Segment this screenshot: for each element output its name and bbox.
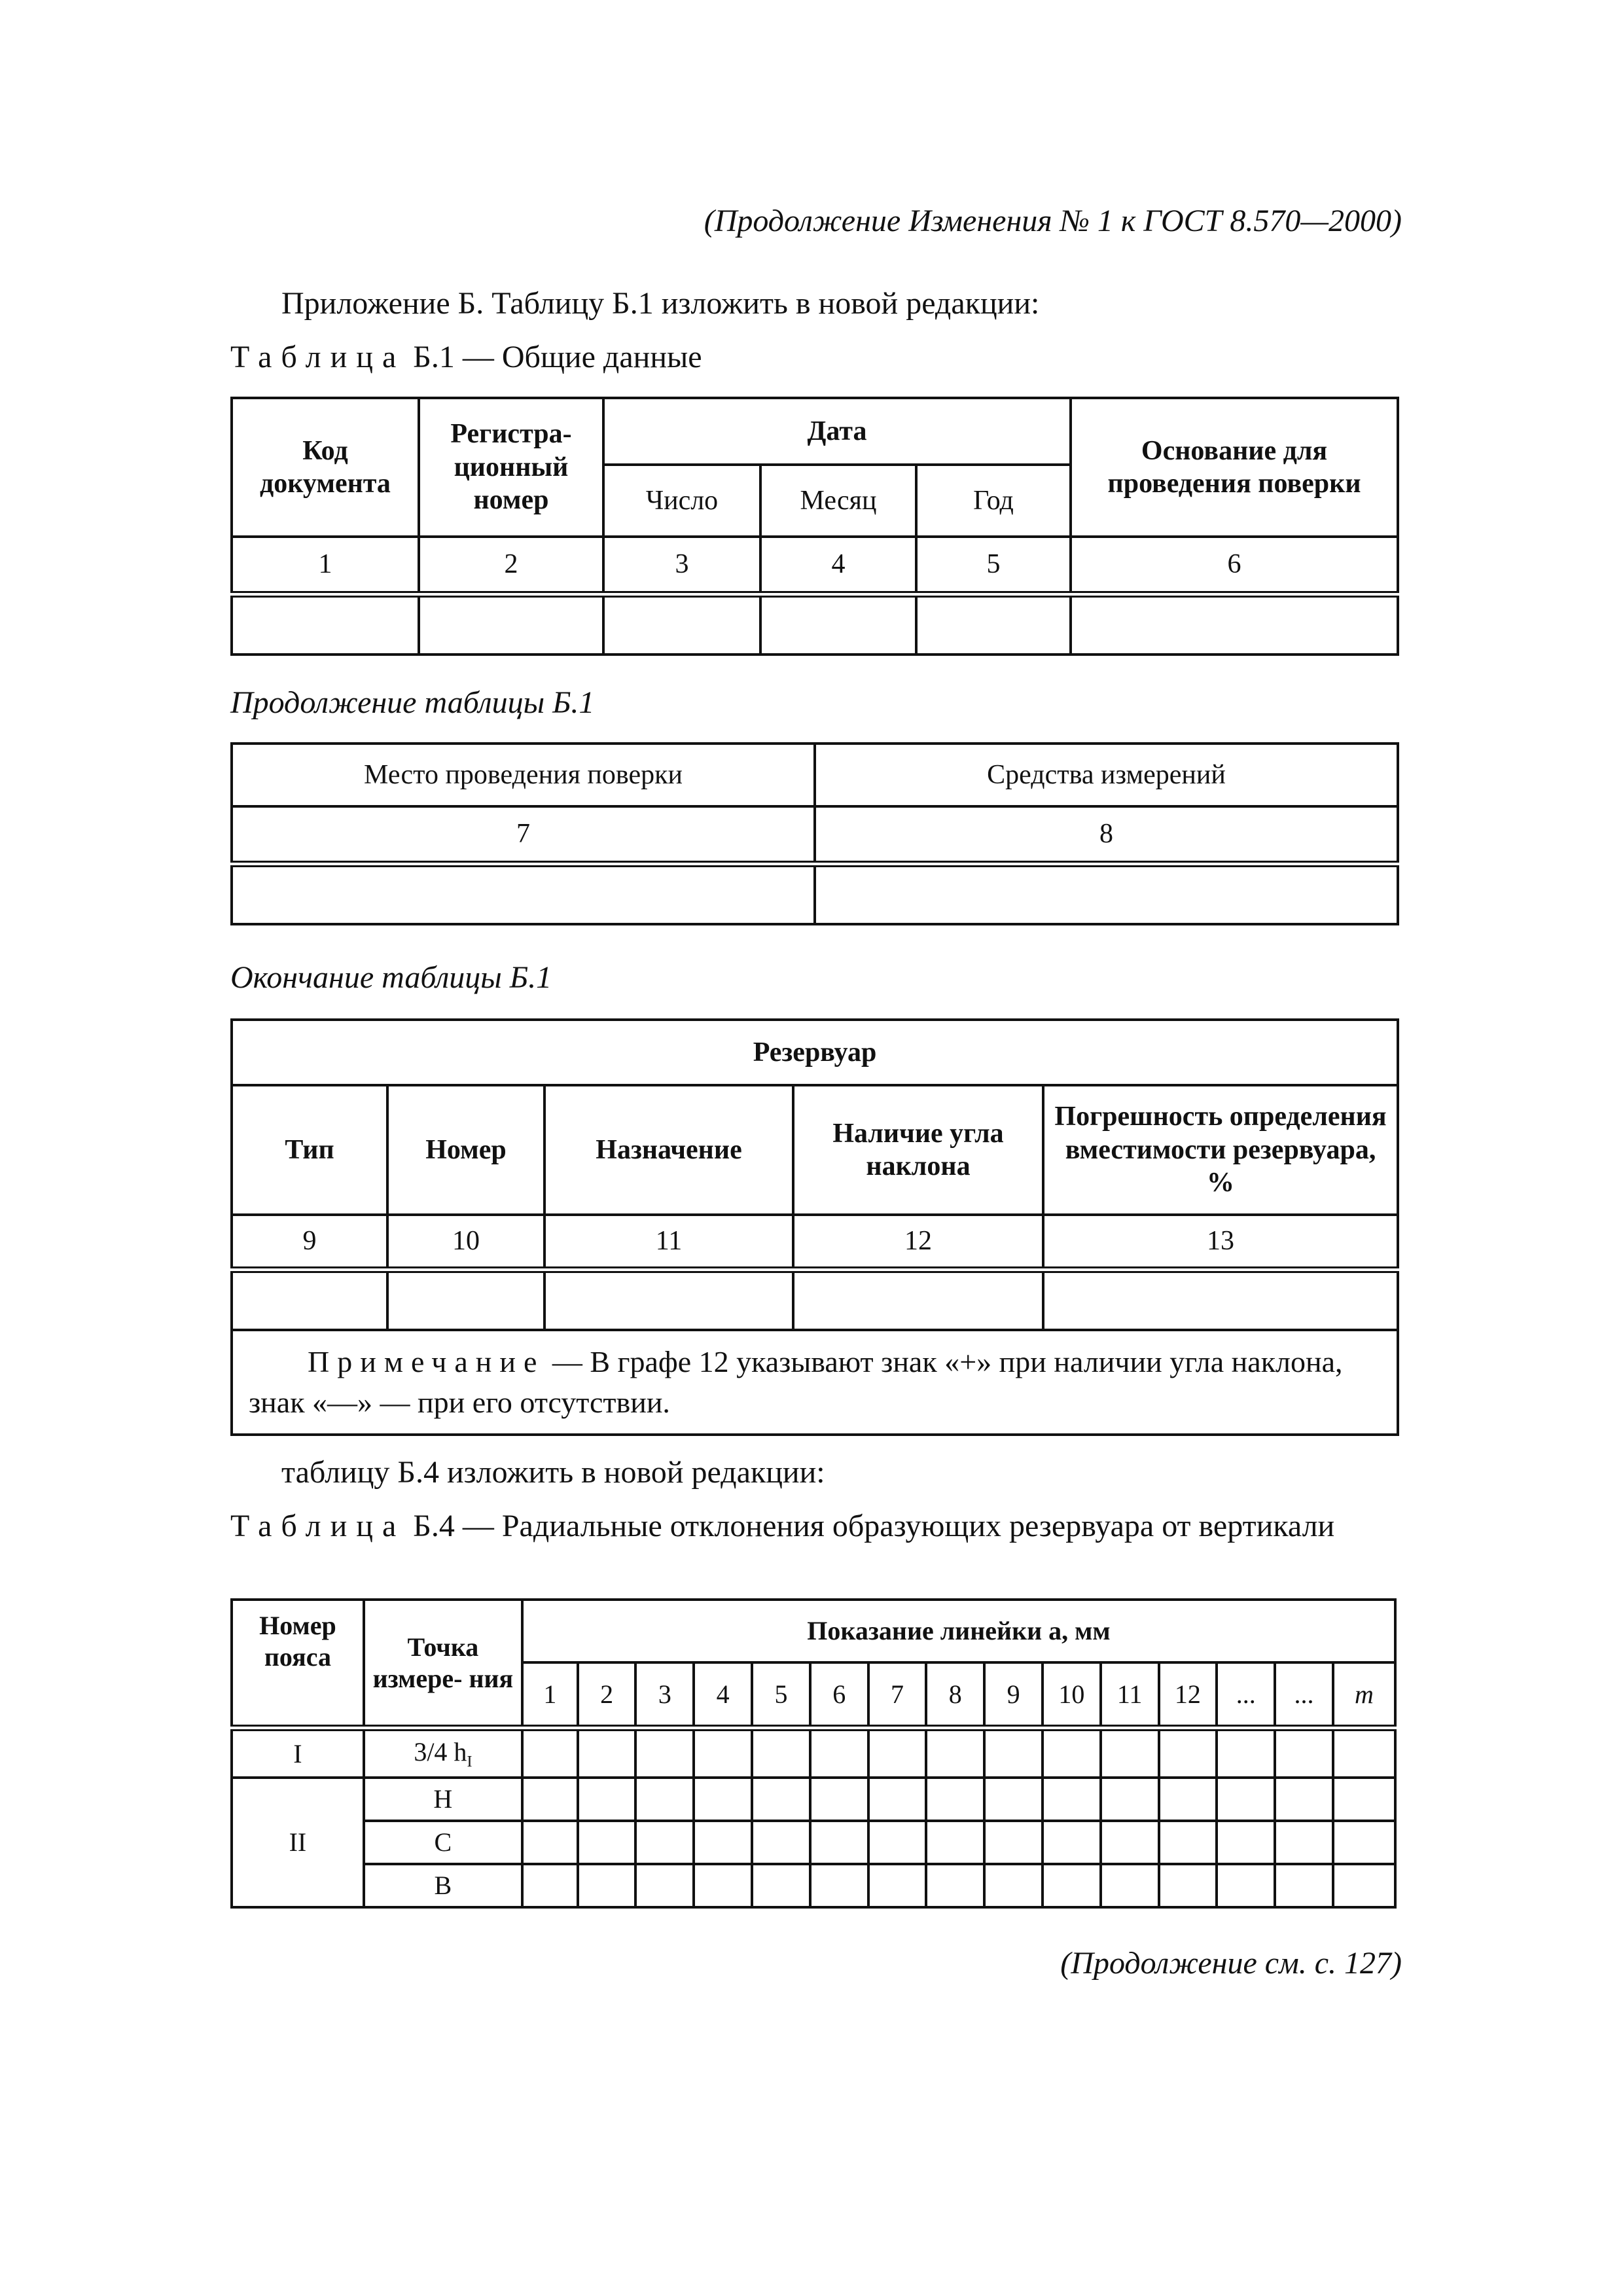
reading-col-number: 7 — [868, 1662, 927, 1728]
note-label: Примечание — [308, 1344, 545, 1378]
empty-cell — [1275, 1864, 1333, 1907]
empty-cell — [926, 1864, 984, 1907]
reading-col-number: m — [1333, 1662, 1395, 1728]
empty-cell — [1333, 1864, 1395, 1907]
empty-cell — [926, 1821, 984, 1864]
empty-cell — [1217, 1778, 1275, 1821]
col-number: 13 — [1043, 1215, 1398, 1270]
empty-cell — [1101, 1728, 1159, 1778]
table-row — [232, 1728, 1395, 1778]
empty-cell — [635, 1821, 694, 1864]
reading-col-number: 8 — [926, 1662, 984, 1728]
col-number: 4 — [760, 537, 916, 594]
header-reservoir: Резервуар — [232, 1020, 1398, 1085]
empty-cell — [387, 1270, 544, 1330]
empty-cell — [1333, 1728, 1395, 1778]
belt-cell: II — [232, 1778, 364, 1907]
table-b1-title — [230, 339, 1408, 375]
empty-cell — [984, 1778, 1043, 1821]
empty-cell — [544, 1270, 793, 1330]
header-doc-code: Код документа — [232, 398, 419, 537]
header-reg-number: Регистра- ционный номер — [419, 398, 603, 537]
empty-cell — [1043, 1270, 1398, 1330]
table-note — [232, 1330, 1398, 1435]
table-b4-title — [230, 1509, 1402, 1544]
reading-col-number: 9 — [984, 1662, 1043, 1728]
empty-cell — [1159, 1821, 1217, 1864]
header-day: Число — [603, 465, 760, 537]
empty-cell — [578, 1821, 636, 1864]
table-b1-cont-caption: Продолжение таблицы Б.1 — [230, 685, 595, 720]
reading-col-number: 1 — [522, 1662, 578, 1728]
empty-cell — [810, 1864, 868, 1907]
empty-cell — [1217, 1821, 1275, 1864]
empty-cell — [810, 1778, 868, 1821]
empty-cell — [1043, 1864, 1101, 1907]
point-cell: В — [364, 1864, 522, 1907]
empty-cell — [868, 1778, 927, 1821]
point-cell: Н — [364, 1778, 522, 1821]
intro-b4: таблицу Б.4 изложить в новой редакции: — [281, 1455, 825, 1490]
empty-cell — [522, 1821, 578, 1864]
empty-cell — [635, 1728, 694, 1778]
header-type: Тип — [232, 1085, 387, 1215]
table-title-text: Б.1 — Общие данные — [413, 340, 702, 374]
empty-cell — [694, 1728, 752, 1778]
table-row — [232, 1778, 1395, 1821]
empty-cell — [578, 1864, 636, 1907]
empty-cell — [522, 1864, 578, 1907]
header-basis: Основание для проведения поверки — [1071, 398, 1398, 537]
empty-cell — [1275, 1778, 1333, 1821]
empty-cell — [1217, 1864, 1275, 1907]
empty-cell — [984, 1728, 1043, 1778]
table-b1-end — [230, 1018, 1399, 1436]
reading-col-number: 6 — [810, 1662, 868, 1728]
header-month: Месяц — [760, 465, 916, 537]
empty-cell — [1043, 1821, 1101, 1864]
table-label: Таблица — [230, 340, 406, 374]
empty-cell — [752, 1864, 810, 1907]
header-instruments: Средства измерений — [815, 744, 1398, 806]
point-cell: С — [364, 1821, 522, 1864]
empty-cell — [868, 1864, 927, 1907]
empty-cell — [603, 594, 760, 655]
empty-cell — [810, 1728, 868, 1778]
empty-cell — [1275, 1728, 1333, 1778]
col-number: 5 — [916, 537, 1071, 594]
col-number: 2 — [419, 537, 603, 594]
reading-col-number: 12 — [1159, 1662, 1217, 1728]
table-b1-end-caption: Окончание таблицы Б.1 — [230, 960, 552, 995]
header-error: Погрешность определения вместимости резервуара, % — [1043, 1085, 1398, 1215]
point-label: 3/4 h — [414, 1736, 467, 1767]
reading-col-number: ... — [1217, 1662, 1275, 1728]
header-reading: Показание линейки a, мм — [522, 1600, 1395, 1662]
empty-cell — [635, 1778, 694, 1821]
empty-cell — [815, 864, 1398, 924]
empty-cell — [578, 1728, 636, 1778]
empty-cell — [1333, 1778, 1395, 1821]
empty-cell — [752, 1728, 810, 1778]
header-belt: Номер пояса — [232, 1600, 364, 1728]
empty-cell — [694, 1821, 752, 1864]
empty-cell — [984, 1821, 1043, 1864]
reading-col-number: 11 — [1101, 1662, 1159, 1728]
intro-b1: Приложение Б. Таблицу Б.1 изложить в новой редакции: — [281, 286, 1040, 321]
empty-cell — [694, 1778, 752, 1821]
empty-cell — [1275, 1821, 1333, 1864]
col-number: 11 — [544, 1215, 793, 1270]
empty-cell — [419, 594, 603, 655]
empty-cell — [1101, 1864, 1159, 1907]
header-number: Номер — [387, 1085, 544, 1215]
empty-cell — [522, 1728, 578, 1778]
empty-cell — [1159, 1778, 1217, 1821]
empty-cell — [752, 1778, 810, 1821]
empty-cell — [1101, 1821, 1159, 1864]
col-number: 9 — [232, 1215, 387, 1270]
reading-col-number: 2 — [578, 1662, 636, 1728]
belt-cell: I — [232, 1728, 364, 1778]
table-row — [232, 1864, 1395, 1907]
empty-cell — [1071, 594, 1398, 655]
col-number: 6 — [1071, 537, 1398, 594]
empty-cell — [1159, 1728, 1217, 1778]
empty-cell — [1217, 1728, 1275, 1778]
col-number: 8 — [815, 806, 1398, 864]
empty-cell — [1043, 1778, 1101, 1821]
empty-cell — [984, 1864, 1043, 1907]
col-number: 10 — [387, 1215, 544, 1270]
col-number: 7 — [232, 806, 815, 864]
note-text: — В графе 12 указывают знак «+» при наличии угла наклона, знак «—» — при его отсутствии. — [249, 1344, 1343, 1419]
reading-col-number: 5 — [752, 1662, 810, 1728]
table-b1-cont — [230, 742, 1399, 925]
empty-cell — [760, 594, 916, 655]
col-number: 12 — [793, 1215, 1043, 1270]
table-b4 — [230, 1598, 1397, 1909]
header-year: Год — [916, 465, 1071, 537]
header-point: Точка измере- ния — [364, 1600, 522, 1728]
empty-cell — [926, 1728, 984, 1778]
empty-cell — [916, 594, 1071, 655]
col-number: 1 — [232, 537, 419, 594]
reading-col-number: ... — [1275, 1662, 1333, 1728]
empty-cell — [1159, 1864, 1217, 1907]
header-place: Место проведения поверки — [232, 744, 815, 806]
empty-cell — [926, 1778, 984, 1821]
empty-cell — [232, 864, 815, 924]
header-tilt: Наличие угла наклона — [793, 1085, 1043, 1215]
continuation-note: (Продолжение см. с. 127) — [1060, 1946, 1402, 1981]
table-row — [232, 1821, 1395, 1864]
empty-cell — [578, 1778, 636, 1821]
empty-cell — [232, 1270, 387, 1330]
empty-cell — [1101, 1778, 1159, 1821]
table-b1 — [230, 397, 1399, 656]
empty-cell — [793, 1270, 1043, 1330]
table-label: Таблица — [230, 1509, 406, 1543]
empty-cell — [868, 1728, 927, 1778]
point-cell — [364, 1728, 522, 1778]
reading-col-number: 4 — [694, 1662, 752, 1728]
header-date: Дата — [603, 398, 1071, 465]
empty-cell — [635, 1864, 694, 1907]
empty-cell — [1043, 1728, 1101, 1778]
header-purpose: Назначение — [544, 1085, 793, 1215]
empty-cell — [232, 594, 419, 655]
empty-cell — [810, 1821, 868, 1864]
empty-cell — [1333, 1821, 1395, 1864]
col-number: 3 — [603, 537, 760, 594]
point-subscript: I — [467, 1753, 473, 1770]
document-header: (Продолжение Изменения № 1 к ГОСТ 8.570—2000) — [704, 204, 1402, 238]
empty-cell — [694, 1864, 752, 1907]
reading-col-number: 3 — [635, 1662, 694, 1728]
table-title-text: Б.4 — Радиальные отклонения образующих резервуара от вертикали — [413, 1509, 1335, 1543]
reading-col-number: 10 — [1043, 1662, 1101, 1728]
empty-cell — [868, 1821, 927, 1864]
empty-cell — [752, 1821, 810, 1864]
empty-cell — [522, 1778, 578, 1821]
